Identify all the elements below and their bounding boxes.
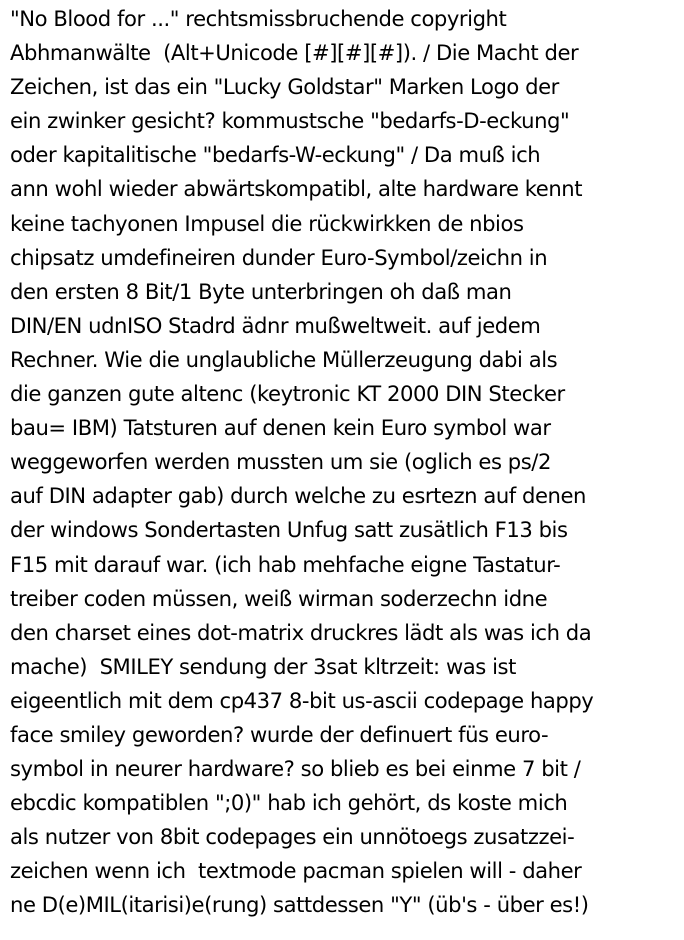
text-line-20: mache) SMILEY sendung der 3sat kltrzeit: was ist [10, 653, 516, 679]
body-text [10, 2, 680, 923]
text-line-10: DIN/EN udnISO Stadrd ädnr mußweltweit. auf jedem [10, 312, 541, 338]
text-line-26: zeichen wenn ich textmode pacman spielen will - daher [10, 858, 582, 884]
text-line-13: bau= IBM) Tatsturen auf denen kein Euro symbol war [10, 415, 551, 441]
text-line-8: chipsatz umdefineiren dunder Euro-Symbol/zeichn in [10, 244, 548, 270]
text-line-23: symbol in neurer hardware? so blieb es bei einme 7 bit / [10, 756, 581, 782]
text-line-7: keine tachyonen Impusel die rückwirkken de nbios [10, 210, 524, 236]
text-line-22: face smiley geworden? wurde der definuert füs euro- [10, 721, 549, 747]
text-line-5: oder kapitalitische "bedarfs-W-eckung" / Da muß ich [10, 142, 541, 168]
text-line-6: ann wohl wieder abwärtskompatibl, alte hardware kennt [10, 176, 583, 202]
text-line-11: Rechner. Wie die unglaubliche Müllerzeugung dabi als [10, 346, 558, 372]
text-line-16: der windows Sondertasten Unfug satt zusätlich F13 bis [10, 517, 568, 543]
text-line-12: die ganzen gute altenc (keytronic KT 2000 DIN Stecker [10, 381, 565, 407]
text-line-21: eigeentlich mit dem cp437 8-bit us-ascii codepage happy [10, 687, 594, 713]
text-line-27: ne D(e)MIL(itarisi)e(rung) sattdessen "Y" (üb's - über es!) [10, 892, 589, 918]
text-line-18: treiber coden müssen, weiß wirman soderzechn idne [10, 585, 548, 611]
text-line-15: auf DIN adapter gab) durch welche zu esrtezn auf denen [10, 483, 586, 509]
text-line-2: Abhmanwälte (Alt+Unicode [#][#][#]). / Die Macht der [10, 40, 579, 66]
text-line-1: "No Blood for ..." rechtsmissbruchende copyright [10, 6, 507, 31]
text-line-14: weggeworfen werden mussten um sie (oglich es ps/2 [10, 449, 551, 475]
text-line-3: Zeichen, ist das ein "Lucky Goldstar" Marken Logo der [10, 74, 559, 100]
text-line-4: ein zwinker gesicht? kommustsche "bedarfs-D-eckung" [10, 108, 570, 134]
text-line-9: den ersten 8 Bit/1 Byte unterbringen oh daß man [10, 278, 512, 304]
text-line-17: F15 mit darauf war. (ich hab mehfache eigne Tastatur- [10, 551, 561, 577]
text-line-25: als nutzer von 8bit codepages ein unnötoegs zusatzzei- [10, 824, 575, 850]
text-line-19: den charset eines dot-matrix druckres lädt als was ich da [10, 619, 592, 645]
text-line-24: ebcdic kompatiblen ";0)" hab ich gehört, ds koste mich [10, 790, 568, 816]
